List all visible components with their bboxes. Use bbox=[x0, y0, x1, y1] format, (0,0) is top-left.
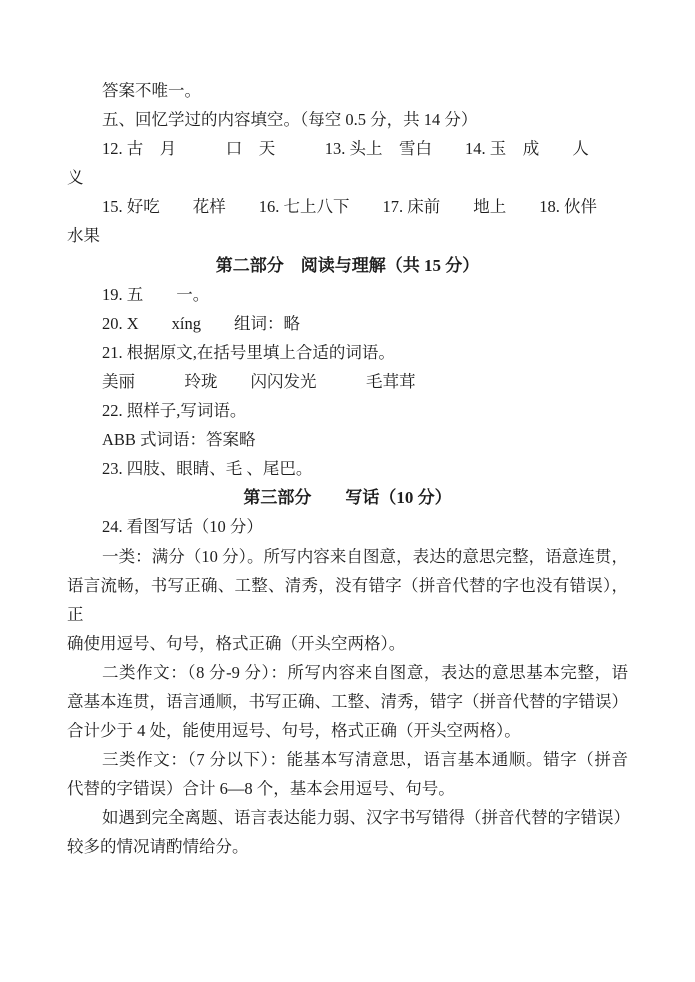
answer-23-line: 23. 四肢、眼睛、毛 、尾巴。 bbox=[102, 459, 313, 479]
q22-instruction-line: 22. 照样子,写词语。 bbox=[102, 401, 247, 421]
part2-section-heading: 第二部分 阅读与理解（共 15 分） bbox=[215, 255, 480, 275]
answers-12-to-14-line: 12. 古 月 口 天 13. 头上 雪白 14. 玉 成 人 义 bbox=[67, 139, 622, 188]
scoring-note-line-2: 较多的情况请酌情给分。 bbox=[67, 837, 249, 857]
part3-section-heading: 第三部分 写话（10 分） bbox=[243, 488, 452, 508]
answer-22-line: ABB 式词语：答案略 bbox=[102, 430, 256, 450]
answer-20-line: 20. X xíng 组词：略 bbox=[102, 313, 300, 333]
answers-15-to-18-line: 15. 好吃 花样 16. 七上八下 17. 床前 地上 18. 伙伴 水果 bbox=[67, 197, 630, 246]
q21-instruction-line: 21. 根据原文,在括号里填上合适的词语。 bbox=[102, 342, 395, 362]
answer-key-text-block bbox=[67, 76, 628, 862]
answer-19-line: 19. 五 一。 bbox=[102, 284, 210, 304]
q5-instruction-line: 五、回忆学过的内容填空。（每空 0.5 分，共 14 分） bbox=[102, 110, 478, 130]
scoring-note-line-1: 如遇到完全离题、语言表达能力弱、汉字书写错得（拼音代替的字错误） bbox=[102, 808, 630, 828]
grade2-criteria-line-1: 二类作文：（8 分-9 分）：所写内容来自图意，表达的意思基本完整，语 bbox=[102, 662, 628, 682]
grade2-criteria-line-2: 意基本连贯，语言通顺，书写正确、工整、清秀，错字（拼音代替的字错误） bbox=[67, 691, 628, 711]
note-nonunique-answer: 答案不唯一。 bbox=[102, 81, 201, 100]
grade1-criteria-line-1: 一类：满分（10 分）。所写内容来自图意，表达的意思完整，语意连贯， bbox=[102, 546, 628, 566]
grade3-criteria-line-1: 三类作文：（7 分以下）：能基本写清意思，语言基本通顺。错字（拼音 bbox=[102, 750, 628, 770]
q24-title-line: 24. 看图写话（10 分） bbox=[102, 517, 263, 537]
grade1-criteria-line-3: 确使用逗号、句号，格式正确（开头空两格）。 bbox=[67, 633, 406, 653]
grade1-criteria-line-2: 语言流畅，书写正确、工整、清秀，没有错字（拼音代替的字也没有错误），正 bbox=[67, 575, 628, 624]
grade3-criteria-line-2: 代替的字错误）合计 6—8 个，基本会用逗号、句号。 bbox=[67, 779, 455, 799]
grade2-criteria-line-3: 合计少于 4 处，能使用逗号、句号，格式正确（开头空两格）。 bbox=[67, 721, 521, 741]
answer-21-line: 美丽 玲珑 闪闪发光 毛茸茸 bbox=[102, 371, 416, 391]
